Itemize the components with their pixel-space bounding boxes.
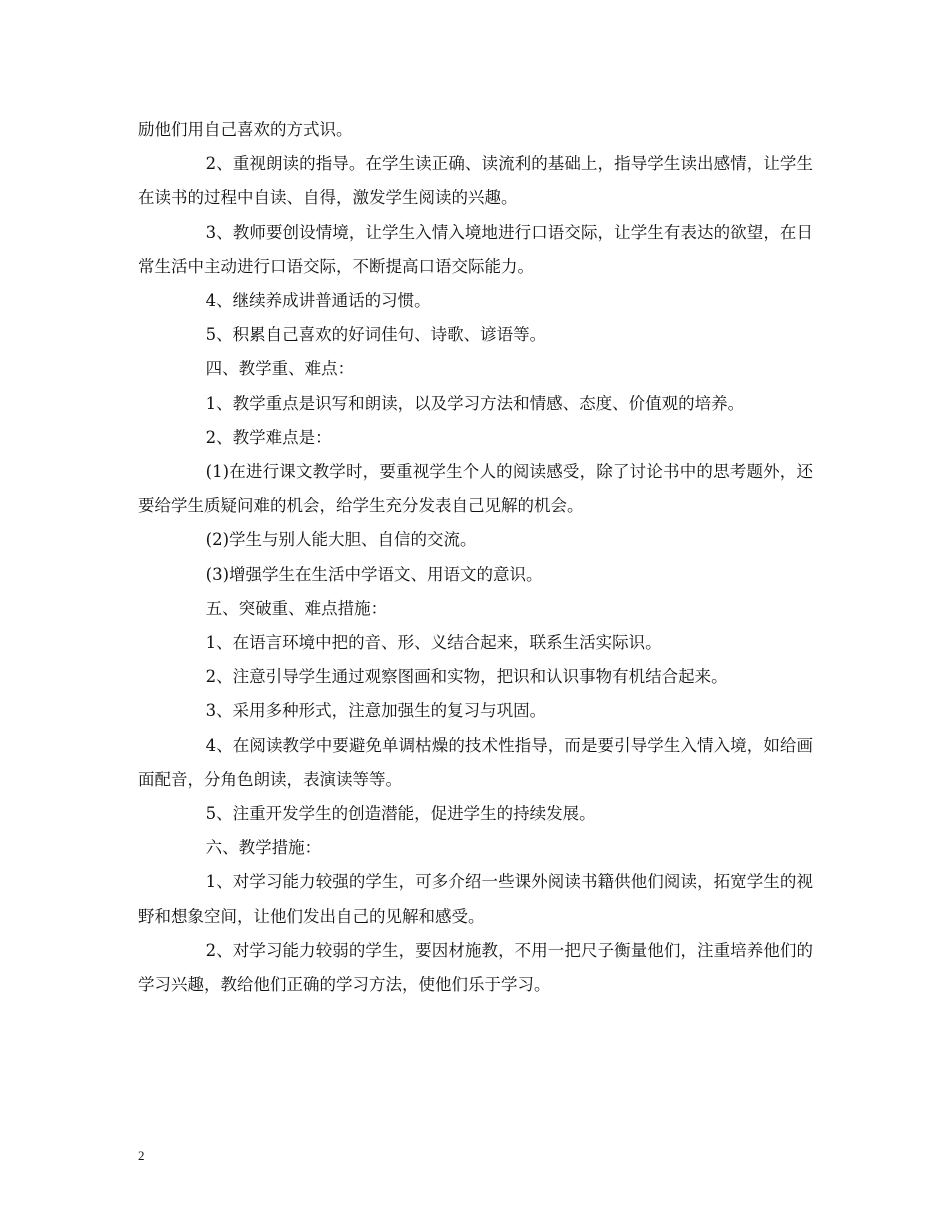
paragraph: 5、积累自己喜欢的好词佳句、诗歌、谚语等。 bbox=[205, 325, 547, 345]
paragraph: 2、注意引导学生通过观察图画和实物，把识和认识事物有机结合起来。 bbox=[205, 667, 728, 687]
paragraph: 4、继续养成讲普通话的习惯。 bbox=[205, 291, 431, 311]
paragraph: 1、对学习能力较强的学生，可多介绍一些课外阅读书籍供他们阅读，拓宽学生的视野和想象空间，让他们发出自己的见解和感受。 bbox=[138, 872, 813, 926]
paragraph: 5、注重开发学生的创造潜能，促进学生的持续发展。 bbox=[205, 804, 596, 824]
paragraph: 六、教学措施： bbox=[205, 838, 322, 858]
document-body bbox=[138, 113, 813, 1002]
paragraph: 2、对学习能力较弱的学生，要因材施教，不用一把尺子衡量他们，注重培养他们的学习兴趣，教给他们正确的学习方法，使他们乐于学习。 bbox=[138, 940, 813, 995]
paragraph: 2、教学难点是： bbox=[205, 427, 332, 447]
paragraph: (3)增强学生在生活中学语文、用语文的意识。 bbox=[205, 564, 543, 584]
paragraph: 1、在语言环境中把的音、形、义结合起来，联系生活实际识。 bbox=[205, 633, 662, 653]
paragraph: 五、突破重、难点措施： bbox=[205, 598, 388, 618]
paragraph: 3、教师要创设情境，让学生入情入境地进行口语交际，让学生有表达的欲望，在日常生活中主动进行口语交际，不断提高口语交际能力。 bbox=[138, 222, 813, 276]
paragraph: 四、教学重、难点： bbox=[205, 359, 355, 379]
paragraph: (2)学生与别人能大胆、自信的交流。 bbox=[205, 530, 477, 550]
paragraph: (1)在进行课文教学时，要重视学生个人的阅读感受，除了讨论书中的思考题外，还要给学生质疑问难的机会，给学生充分发表自己见解的机会。 bbox=[138, 462, 813, 516]
paragraph: 2、重视朗读的指导。在学生读正确、读流利的基础上，指导学生读出感情，让学生在读书的过程中自读、自得，激发学生阅读的兴趣。 bbox=[138, 154, 813, 208]
paragraph: 3、采用多种形式，注意加强生的复习与巩固。 bbox=[205, 701, 547, 721]
page-number: 2 bbox=[138, 1148, 145, 1163]
paragraph: 励他们用自己喜欢的方式识。 bbox=[138, 120, 353, 139]
paragraph: 1、教学重点是识写和朗读，以及学习方法和情感、态度、价值观的培养。 bbox=[205, 393, 745, 413]
paragraph: 4、在阅读教学中要避免单调枯燥的技术性指导，而是要引导学生入情入境，如给画面配音，分角色朗读，表演读等等。 bbox=[138, 735, 813, 789]
